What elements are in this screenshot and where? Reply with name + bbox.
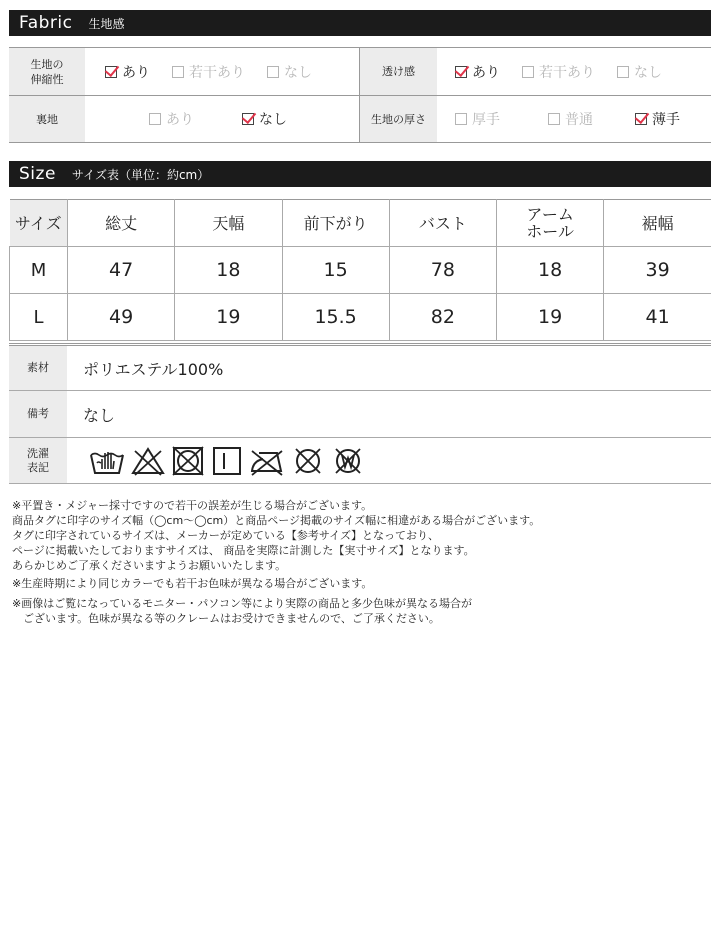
stretch-label: 生地の 伸縮性 xyxy=(9,48,85,95)
note-line: 商品タグに印字のサイズ幅（◯cm〜◯cm）と商品ページ掲載のサイズ幅に相違がある場合がございます。 xyxy=(12,514,541,527)
size-label: M xyxy=(10,247,68,294)
checkbox-icon xyxy=(455,113,467,125)
note-line: ございます。色味が異なる等のクレームはお受けできませんので、ご了承ください。 xyxy=(12,612,440,625)
remarks-label: 備考 xyxy=(9,391,67,437)
remarks-value: なし xyxy=(83,405,116,425)
lining-label: 裏地 xyxy=(9,96,85,142)
material-label: 素材 xyxy=(9,346,67,390)
size-title-en: Size xyxy=(19,164,56,184)
no-wet-clean-icon xyxy=(331,445,365,477)
table-cell: 47 xyxy=(68,247,175,294)
care-label: 洗濯 表記 xyxy=(9,438,67,483)
size-corner-label: サイズ xyxy=(10,200,68,247)
no-bleach-icon xyxy=(131,445,165,477)
column-header: アーム ホール xyxy=(497,200,604,247)
column-header: 天幅 xyxy=(175,200,282,247)
no-iron-icon xyxy=(249,445,285,477)
table-cell: 49 xyxy=(68,294,175,341)
checked-checkbox-icon xyxy=(455,66,467,78)
table-cell: 18 xyxy=(175,247,282,294)
checkbox-icon xyxy=(617,66,629,78)
checkbox-icon xyxy=(149,113,161,125)
note-line: タグに印字されているサイズは、メーカーが定めている【参考サイズ】となっており、 xyxy=(12,529,440,542)
stretch-options xyxy=(85,48,360,95)
size-label: L xyxy=(10,294,68,341)
fabric-header xyxy=(9,10,711,36)
thickness-option-normal: 普通 xyxy=(548,109,593,129)
table-cell: 39 xyxy=(604,247,711,294)
line-dry-icon xyxy=(211,445,243,477)
size-table xyxy=(9,199,711,341)
table-cell: 18 xyxy=(497,247,604,294)
column-header: バスト xyxy=(389,200,496,247)
note-line: ※生産時期により同じカラーでも若干お色味が異なる場合がございます。 xyxy=(12,577,373,590)
sheerness-option-yes: あり xyxy=(455,62,500,82)
lining-option-yes: あり xyxy=(149,109,194,129)
thickness-option-thin: 薄手 xyxy=(635,109,680,129)
checkbox-icon xyxy=(267,66,279,78)
fabric-row xyxy=(9,95,711,142)
table-cell: 78 xyxy=(389,247,496,294)
no-tumble-dry-icon xyxy=(171,445,205,477)
table-row xyxy=(10,247,712,294)
sheerness-option-slight: 若干あり xyxy=(522,62,595,82)
material-row xyxy=(9,346,711,391)
fabric-title-jp: 生地感 xyxy=(88,16,125,31)
column-header: 総丈 xyxy=(68,200,175,247)
table-cell: 41 xyxy=(604,294,711,341)
sheerness-label: 透け感 xyxy=(360,48,437,95)
size-header xyxy=(9,161,711,187)
stretch-option-yes: あり xyxy=(105,62,150,82)
lining-option-no: なし xyxy=(242,109,287,129)
care-icons xyxy=(67,438,365,483)
sheerness-options xyxy=(437,48,711,95)
thickness-label: 生地の厚さ xyxy=(360,96,437,142)
sheerness-option-no: なし xyxy=(617,62,662,82)
checked-checkbox-icon xyxy=(242,113,254,125)
checked-checkbox-icon xyxy=(635,113,647,125)
stretch-option-slight: 若干あり xyxy=(172,62,245,82)
fabric-row xyxy=(9,48,711,95)
table-cell: 19 xyxy=(175,294,282,341)
fabric-table xyxy=(9,47,711,143)
table-cell: 19 xyxy=(497,294,604,341)
size-title-jp: サイズ表（単位：約cm） xyxy=(71,167,210,182)
size-table-header-row xyxy=(10,200,712,247)
hand-wash-icon xyxy=(89,445,125,477)
fabric-title-en: Fabric xyxy=(19,13,73,33)
thickness-options xyxy=(437,96,711,142)
checkbox-icon xyxy=(522,66,534,78)
thickness-option-thick: 厚手 xyxy=(455,109,500,129)
table-cell: 82 xyxy=(389,294,496,341)
note-line: ページに掲載いたしておりますサイズは、 商品を実際に計測した【実寸サイズ】となります。 xyxy=(12,544,475,557)
checkbox-icon xyxy=(548,113,560,125)
column-header: 前下がり xyxy=(282,200,389,247)
note-line: ※平置き・メジャー採寸ですので若干の誤差が生じる場合がございます。 xyxy=(12,499,373,512)
no-dry-clean-icon xyxy=(291,445,325,477)
table-cell: 15.5 xyxy=(282,294,389,341)
checked-checkbox-icon xyxy=(105,66,117,78)
column-header: 裾幅 xyxy=(604,200,711,247)
disclaimer-notes xyxy=(12,498,540,626)
material-value: ポリエステル100% xyxy=(83,359,224,379)
checkbox-icon xyxy=(172,66,184,78)
note-line: あらかじめご了承くださいますようお願いいたします。 xyxy=(12,559,287,572)
care-row xyxy=(9,438,711,484)
product-info-table xyxy=(9,343,711,484)
lining-options xyxy=(85,96,360,142)
table-row xyxy=(10,294,712,341)
table-cell: 15 xyxy=(282,247,389,294)
stretch-option-no: なし xyxy=(267,62,312,82)
remarks-row xyxy=(9,391,711,438)
note-line: ※画像はご覧になっているモニター・パソコン等により実際の商品と多少色味が異なる場合が xyxy=(12,597,472,610)
